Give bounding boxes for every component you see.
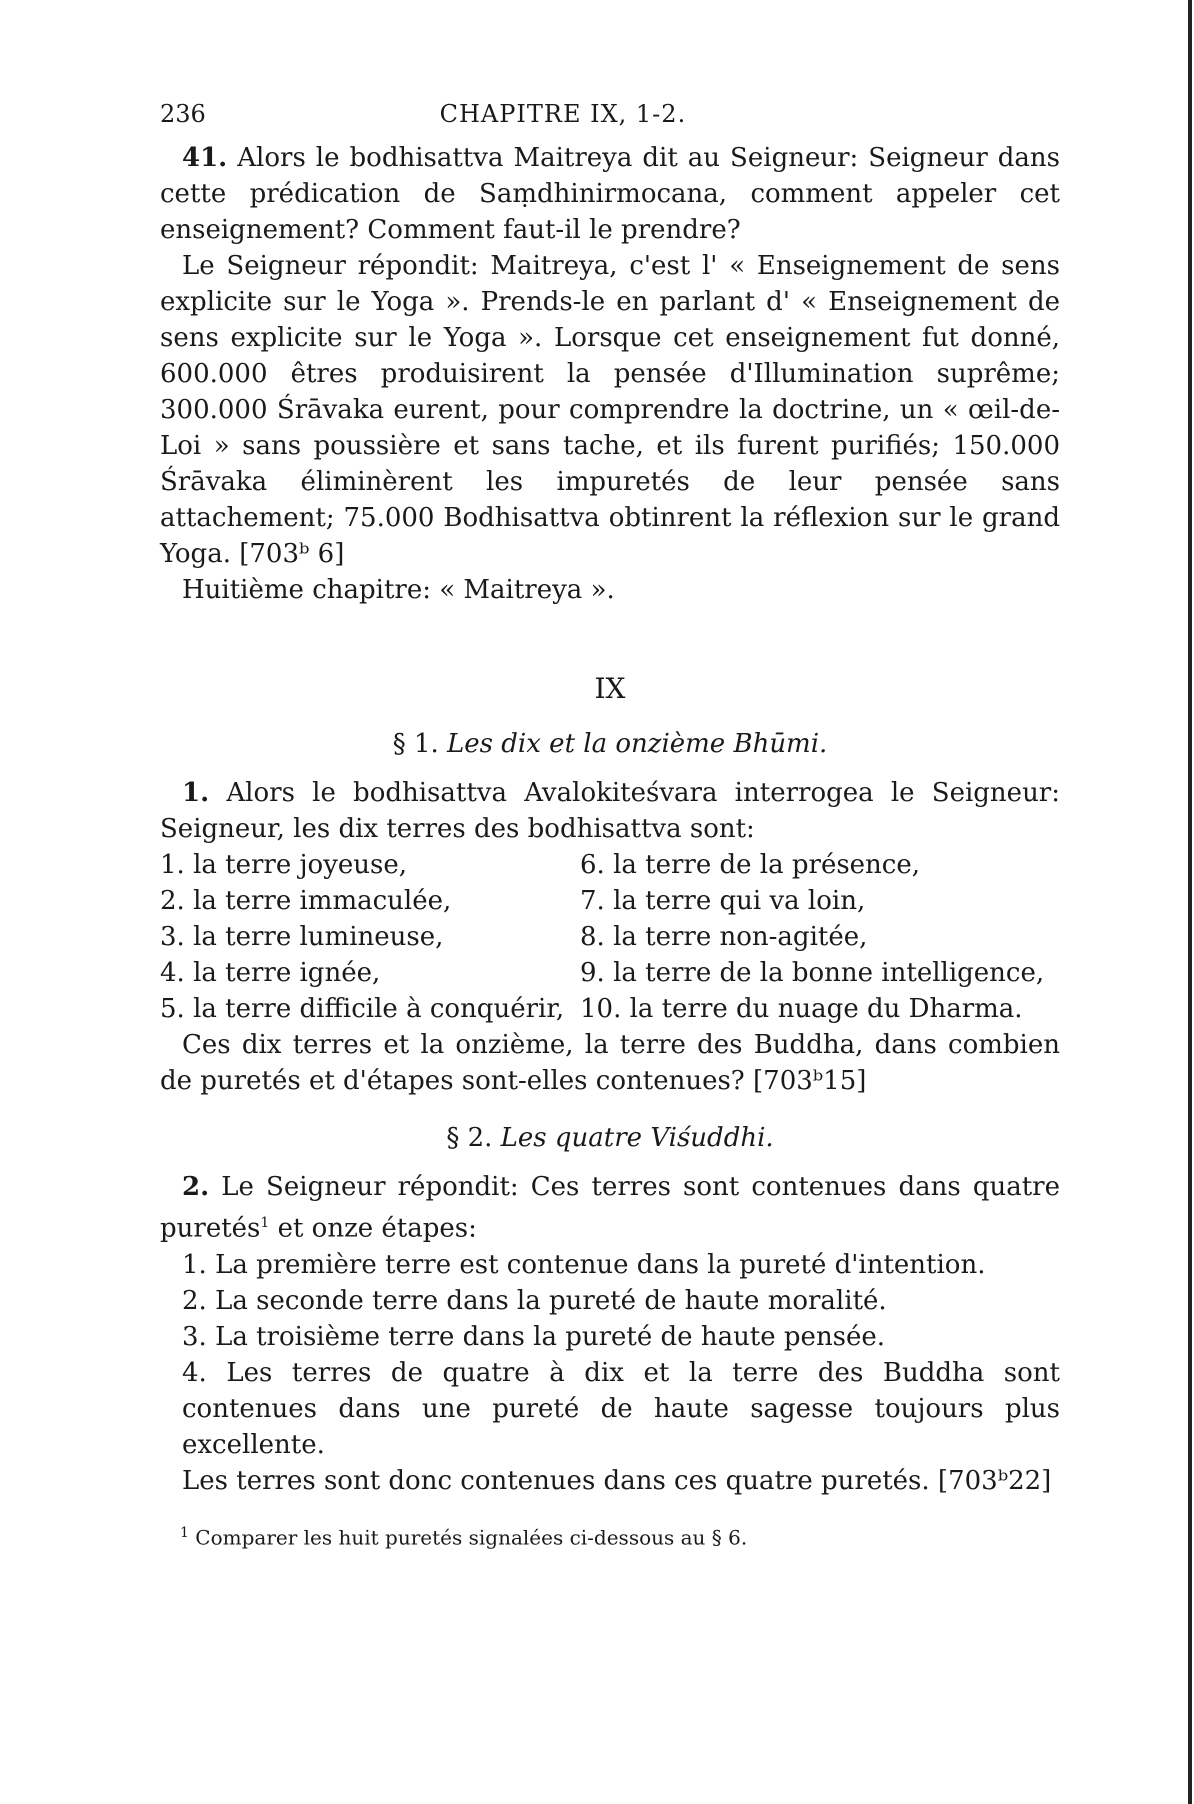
running-title: CHAPITRE IX, 1-2. [439,100,687,128]
paragraph-41-response: Le Seigneur répondit: Maitreya, c'est l' « Enseignement de sens explicite sur le Yoga ». Prends-le en parlant d' « Enseignement de sens explicite sur le Yoga ». Lorsque cet enseignement fut donné, 600.000 êtres produisirent la pensée d'Illumination suprême; 300.000 Śrāvaka eurent, pour comprendre la doctrine, un « œil-de-Loi » sans poussière et sans tache, et ils furent purifiés; 150.000 Śrāvaka éliminèrent les impuretés de leur pensée sans attachement; 75.000 Bodhisattva obtinrent la réflexion sur le grand Yoga. [703ᵇ 6] [160,251,1060,569]
paragraph-1-question: Ces dix terres et la onzième, la terre des Buddha, dans combien de puretés et d'étapes sont-elles contenues? [703ᵇ15] [160,1030,1060,1096]
list-item: 6. la terre de la présence, [580,850,921,880]
chapter-heading: IX [594,672,626,705]
section-title: Les dix et la onzième Bhūmi. [447,729,828,759]
running-header [160,100,1060,140]
paragraph-2 [160,1169,1060,1247]
list-item: 4. la terre ignée, [160,958,381,988]
list-item: 2. la terre immaculée, [160,886,452,916]
list-item: 3. La troisième terre dans la pureté de haute pensée. [182,1321,886,1352]
footnote-marker: 1 [180,1524,189,1541]
purity-list [160,1247,1060,1463]
section-title: Les quatre Viśuddhi. [500,1123,774,1153]
paragraph-1 [160,775,1060,847]
page-edge-shadow [1188,0,1192,1804]
list-item: 2. La seconde terre dans la pureté de haute moralité. [182,1285,887,1316]
terres-list [160,847,1060,1027]
list-item: 1. La première terre est contenue dans la pureté d'intention. [182,1249,986,1280]
list-item: 5. la terre difficile à conquérir, [160,994,565,1024]
chapter-end-line: Huitième chapitre: « Maitreya ». [182,575,615,605]
footnote-ref: 1 [260,1215,270,1231]
list-item: 7. la terre qui va loin, [580,886,866,916]
page [160,100,1060,1549]
footnote-text: Comparer les huit puretés signalées ci-dessous au § 6. [188,1525,748,1550]
list-item: 1. la terre joyeuse, [160,850,408,880]
list-item: 8. la terre non-agitée, [580,922,868,952]
list-item: 10. la terre du nuage du Dharma. [580,994,1023,1024]
section-prefix: § 1. [392,729,439,759]
paragraph-text: Le Seigneur répondit: Ces terres sont contenues dans quatre puretés [160,1172,1060,1244]
list-item: 9. la terre de la bonne intelligence, [580,958,1045,988]
section-prefix: § 2. [446,1123,493,1153]
paragraph-text: Alors le bodhisattva Avalokiteśvara interrogea le Seigneur: Seigneur, les dix terres des bodhisattva sont: [160,778,1060,844]
paragraph-41 [160,140,1060,248]
paragraph-number: 2. [182,1172,210,1202]
list-item: 4. Les terres de quatre à dix et la terre des Buddha sont contenues dans une pureté de haute sagesse toujours plus excellente. [182,1357,1060,1460]
paragraph-text-cont: et onze étapes: [269,1213,477,1244]
section-1-heading [160,729,1060,759]
page-number: 236 [160,100,206,128]
paragraph-text: Alors le bodhisattva Maitreya dit au Seigneur: Seigneur dans cette prédication de Saṃdhinirmocana, comment appeler cet enseignement? Comment faut-il le prendre? [160,143,1061,245]
paragraph-2-conclusion: Les terres sont donc contenues dans ces quatre puretés. [703ᵇ22] [182,1465,1052,1496]
paragraph-number: 1. [182,778,210,808]
list-item: 3. la terre lumineuse, [160,922,444,952]
section-2-heading [160,1123,1060,1153]
footnote [160,1525,1060,1550]
paragraph-number: 41. [182,143,228,173]
